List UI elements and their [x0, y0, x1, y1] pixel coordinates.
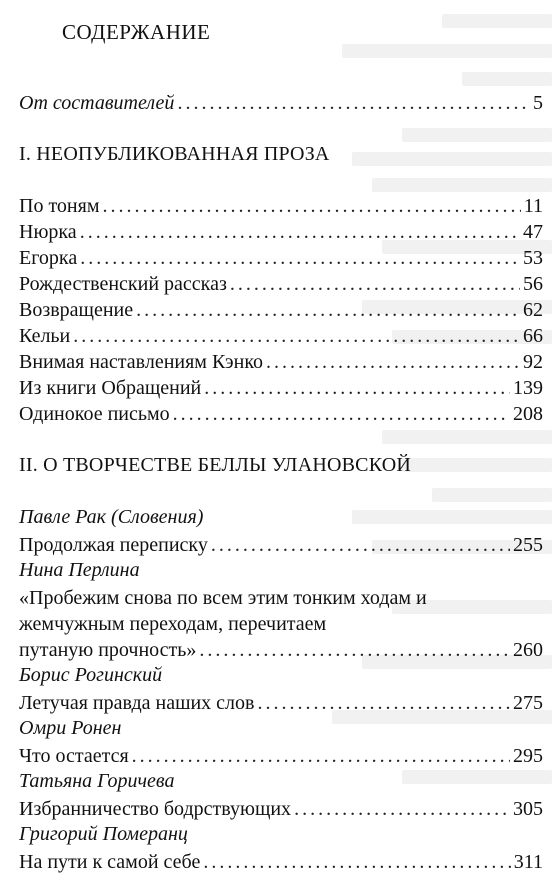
leader-dots	[203, 849, 510, 875]
entry-title: Одинокое письмо	[19, 403, 170, 425]
toc-entry-intro[interactable]	[19, 90, 543, 116]
entry-page: 305	[513, 798, 543, 820]
section-heading-2: II. О ТВОРЧЕСТВЕ БЕЛЛЫ УЛАНОВСКОЙ	[19, 454, 412, 476]
leader-dots	[136, 297, 520, 323]
entry-title: Рождественский рассказ	[19, 273, 227, 295]
toc-entry[interactable]	[19, 245, 543, 271]
entry-title: Из книги Обращений	[19, 377, 202, 399]
section-heading-1: I. НЕОПУБЛИКОВАННАЯ ПРОЗА	[19, 143, 330, 165]
leader-dots	[211, 532, 510, 558]
entry-title: Нюрка	[19, 221, 77, 243]
entry-page: 53	[523, 247, 543, 269]
entry-page: 11	[523, 195, 543, 217]
entry-title: Кельи	[19, 325, 71, 347]
entry-page: 295	[513, 745, 543, 767]
entry-title-line[interactable]: «Пробежим снова по всем этим тонким ходам и	[19, 587, 427, 609]
entry-page: 47	[523, 221, 543, 243]
toc-entry[interactable]	[19, 637, 543, 663]
entry-page: 255	[513, 534, 543, 556]
entry-page: 66	[523, 325, 543, 347]
toc-entry[interactable]	[19, 271, 543, 297]
entry-title: Егорка	[19, 247, 78, 269]
leader-dots	[80, 245, 520, 271]
author-name: Татьяна Горичева	[19, 770, 175, 792]
entry-title: На пути к самой себе	[19, 851, 201, 873]
leader-dots	[132, 743, 510, 769]
entry-page: 62	[523, 299, 543, 321]
author-name: Нина Перлина	[19, 559, 140, 581]
toc-entry[interactable]	[19, 690, 543, 716]
author-name: Павле Рак (Словения)	[19, 506, 204, 528]
entry-title: От составителей	[19, 92, 175, 114]
entry-page: 5	[533, 92, 543, 114]
toc-entry[interactable]	[19, 532, 543, 558]
toc-entry[interactable]	[19, 401, 543, 427]
entry-title: Продолжая переписку	[19, 534, 208, 556]
toc-entry[interactable]	[19, 297, 543, 323]
entry-page: 311	[513, 851, 543, 873]
leader-dots	[266, 349, 520, 375]
entry-title: По тоням	[19, 195, 100, 217]
entry-title: Избранничество бодрствующих	[19, 798, 292, 820]
entry-title: путаную прочность»	[19, 639, 197, 661]
entry-page: 92	[523, 351, 543, 373]
entry-page: 56	[523, 273, 543, 295]
leader-dots	[80, 219, 520, 245]
leader-dots	[177, 90, 530, 116]
author-name: Григорий Померанц	[19, 823, 188, 845]
leader-dots	[257, 690, 510, 716]
entry-title: Возвращение	[19, 299, 134, 321]
author-name: Омри Ронен	[19, 717, 122, 739]
leader-dots	[173, 401, 510, 427]
toc-heading: СОДЕРЖАНИЕ	[62, 20, 211, 44]
toc-entry[interactable]	[19, 743, 543, 769]
leader-dots	[102, 193, 520, 219]
entry-title: Летучая правда наших слов	[19, 692, 255, 714]
leader-dots	[73, 323, 520, 349]
entry-page: 260	[513, 639, 543, 661]
leader-dots	[294, 796, 510, 822]
toc-entry[interactable]	[19, 323, 543, 349]
toc-entry[interactable]	[19, 796, 543, 822]
toc-entry[interactable]	[19, 193, 543, 219]
author-name: Борис Рогинский	[19, 664, 163, 686]
entry-title: Внимая наставлениям Кэнко	[19, 351, 264, 373]
toc-entry[interactable]	[19, 849, 543, 875]
entry-title: Что остается	[19, 745, 129, 767]
leader-dots	[230, 271, 520, 297]
toc-entry[interactable]	[19, 349, 543, 375]
toc-entry[interactable]	[19, 375, 543, 401]
entry-page: 208	[513, 403, 543, 425]
leader-dots	[199, 637, 510, 663]
entry-page: 275	[513, 692, 543, 714]
entry-title-line[interactable]: жемчужным переходам, перечитаем	[19, 613, 327, 635]
leader-dots	[204, 375, 510, 401]
toc-entry[interactable]	[19, 219, 543, 245]
entry-page: 139	[513, 377, 543, 399]
